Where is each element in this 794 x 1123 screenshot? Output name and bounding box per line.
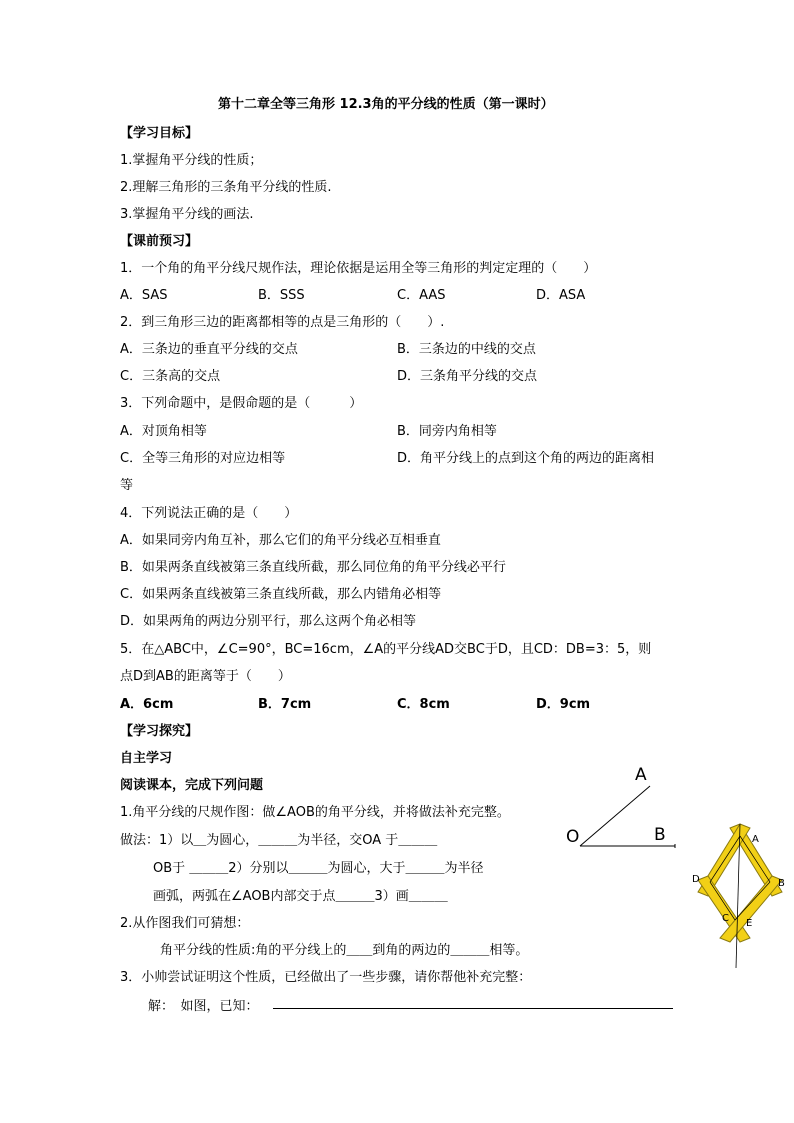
explore-subheading-self-study: 自主学习	[120, 751, 173, 766]
explore-line-5: 2.从作图我们可猜想：	[120, 916, 250, 931]
label-e: E	[746, 918, 753, 929]
q1-stem: 1．一个角的角平分线尺规作法，理论依据是运用全等三角形的判定定理的（ ）	[120, 261, 597, 276]
preview-heading: 【课前预习】	[120, 234, 199, 249]
label-b: B	[654, 825, 666, 845]
label-a: A	[752, 834, 759, 845]
q3-option-b: B．同旁内角相等	[397, 424, 497, 439]
q5-stem-2: 点D到AB的距离等于（ ）	[120, 669, 291, 684]
explore-line-6: 角平分线的性质:角的平分线上的＿＿到角的两边的＿＿＿相等。	[160, 943, 529, 958]
q3-option-c: C．全等三角形的对应边相等	[120, 451, 286, 466]
explore-line-4: 画弧，两弧在∠AOB内部交于点＿＿＿3）画＿＿＿	[153, 889, 448, 904]
bar-bottom-left	[698, 876, 753, 942]
bisector-instrument-figure	[690, 820, 790, 970]
q3-option-d-wrap: 等	[120, 478, 134, 493]
explore-line-7: 3．小帅尝试证明这个性质，已经做出了一些步骤，请你帮他补充完整：	[120, 970, 532, 985]
q1-option-b: B．SSS	[258, 288, 305, 303]
goal-item-1: 1.掌握角平分线的性质；	[120, 153, 263, 168]
q5-option-d: D．9cm	[536, 697, 591, 712]
q4-option-b: B．如果两条直线被第三条直线所截，那么同位角的角平分线必平行	[120, 560, 506, 575]
explore-line-2: 做法：1）以＿为圆心，＿＿＿为半径，交OA 于＿＿＿	[120, 833, 438, 848]
q1-option-d: D．ASA	[536, 288, 586, 303]
q4-option-d: D．如果两角的两边分别平行，那么这两个角必相等	[120, 614, 417, 629]
goals-heading: 【学习目标】	[120, 126, 199, 141]
q3-option-d: D．角平分线上的点到这个角的两边的距离相	[397, 451, 655, 466]
goal-item-2: 2.理解三角形的三条角平分线的性质.	[120, 180, 332, 195]
label-a: A	[635, 765, 647, 785]
page-title: 第十二章全等三角形 12.3角的平分线的性质（第一课时）	[218, 97, 554, 112]
q2-option-c: C．三条高的交点	[120, 369, 221, 384]
q3-option-a: A．对顶角相等	[120, 424, 207, 439]
label-d: D	[692, 874, 700, 885]
q2-stem: 2．到三角形三边的距离都相等的点是三角形的（ ）.	[120, 315, 445, 330]
label-o: O	[566, 827, 580, 847]
explore-line-8: 解： 如图，已知：	[148, 999, 259, 1014]
q2-option-d: D．三条角平分线的交点	[397, 369, 538, 384]
q5-option-c: C．8cm	[397, 697, 450, 712]
q1-option-a: A．SAS	[120, 288, 168, 303]
answer-blank-line	[273, 1008, 673, 1009]
q2-option-a: A．三条边的垂直平分线的交点	[120, 342, 298, 357]
explore-line-1: 1.角平分线的尺规作图：做∠AOB的角平分线，并将做法补充完整。	[120, 805, 510, 820]
q2-option-b: B．三条边的中线的交点	[397, 342, 536, 357]
q4-option-c: C．如果两条直线被第三条直线所截，那么内错角必相等	[120, 587, 442, 602]
goal-item-3: 3.掌握角平分线的画法.	[120, 207, 254, 222]
q5-option-b: B．7cm	[258, 697, 312, 712]
label-c: C	[722, 913, 729, 924]
q4-option-a: A．如果同旁内角互补，那么它们的角平分线必互相垂直	[120, 533, 441, 548]
q1-option-c: C．AAS	[397, 288, 446, 303]
explore-heading: 【学习探究】	[120, 724, 199, 739]
q3-stem: 3．下列命题中，是假命题的是（ ）	[120, 396, 363, 411]
q5-option-a: A．6cm	[120, 697, 174, 712]
q5-stem-1: 5．在△ABC中，∠C=90°，BC=16cm，∠A的平分线AD交BC于D，且CD：DB=3：5，则	[120, 642, 652, 657]
explore-subheading-reading: 阅读课本，完成下列问题	[120, 778, 264, 793]
angle-aob-figure	[560, 760, 690, 860]
q4-stem: 4．下列说法正确的是（ ）	[120, 506, 298, 521]
explore-line-3: OB于 ＿＿＿2）分别以＿＿＿为圆心，大于＿＿＿为半径	[153, 861, 484, 876]
ray-oa	[580, 786, 650, 846]
label-b: B	[778, 878, 785, 889]
